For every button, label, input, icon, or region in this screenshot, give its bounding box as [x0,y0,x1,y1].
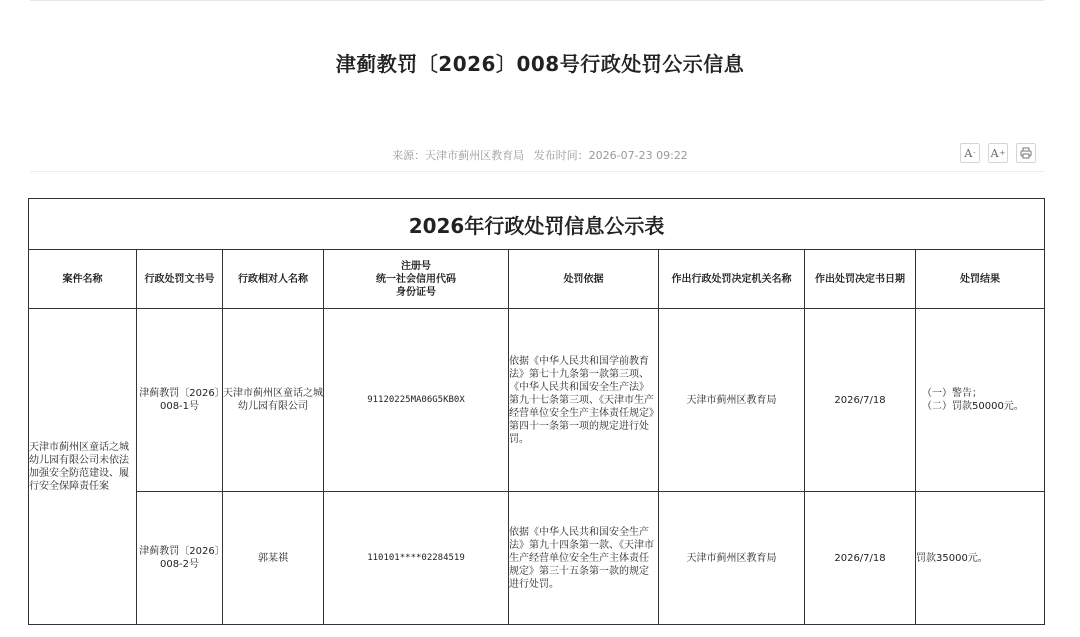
result-line: （一）警告； [922,388,982,399]
source-text: 来源：天津市蓟州区教育局 [392,149,525,162]
print-icon [1020,147,1032,159]
result-line: （二）罚款50000元。 [922,401,1024,412]
penalty-table [28,198,1045,625]
top-divider [30,0,1044,1]
plus-sign: + [999,149,1006,157]
header-basis: 处罚依据 [509,250,659,309]
basis-cell: 依据《中华人民共和国安全生产法》第九十四条第一款、《天津市生产经营单位安全生产主体责任规定》第三十五条第一款的规定进行处罚。 [509,492,659,625]
meta-divider [30,171,1044,172]
minus-sign: - [973,149,976,157]
reg-no-cell: 110101****02284519 [324,492,509,625]
font-decrease-button[interactable] [960,143,980,163]
font-increase-label: A [990,146,999,160]
font-decrease-label: A [964,146,973,160]
article-meta [0,147,1080,163]
authority-cell: 天津市蓟州区教育局 [659,309,805,492]
article-tools [960,143,1036,163]
header-date: 作出处罚决定书日期 [805,250,916,309]
table-row [29,492,1045,625]
header-case-name: 案件名称 [29,250,137,309]
page-title: 津蓟教罚〔2026〕008号行政处罚公示信息 [335,52,745,76]
header-reg-line2: 统一社会信用代码 [376,273,456,285]
table-header-row [29,250,1045,309]
font-increase-button[interactable] [988,143,1008,163]
reg-no-cell: 91120225MA06G5KB0X [324,309,509,492]
party-cell: 天津市蓟州区童话之城幼儿园有限公司 [223,309,324,492]
table-title: 2026年行政处罚信息公示表 [29,199,1045,250]
date-cell: 2026/7/18 [805,309,916,492]
header-party: 行政相对人名称 [223,250,324,309]
header-authority: 作出行政处罚决定机关名称 [659,250,805,309]
case-name-cell: 天津市蓟州区童话之城幼儿园有限公司未依法加强安全防范建设、履行安全保障责任案 [29,309,137,625]
basis-cell: 依据《中华人民共和国学前教育法》第七十九条第一款第三项、《中华人民共和国安全生产法》第九十七条第三项、《天津市生产经营单位安全生产主体责任规定》第四十一条第一项的规定进行处罚。 [509,309,659,492]
result-cell [916,309,1045,492]
header-reg-line1: 注册号 [401,260,431,272]
doc-no-cell: 津蓟教罚〔2026〕008-1号 [137,309,223,492]
header-reg-line3: 身份证号 [396,286,436,298]
publish-time-text: 发布时间：2026-07-23 09:22 [533,149,688,162]
result-cell: 罚款35000元。 [916,492,1045,625]
doc-no-cell: 津蓟教罚〔2026〕008-2号 [137,492,223,625]
authority-cell: 天津市蓟州区教育局 [659,492,805,625]
table-row [29,309,1045,492]
header-registration [324,250,509,309]
date-cell: 2026/7/18 [805,492,916,625]
print-button[interactable] [1016,143,1036,163]
header-result: 处罚结果 [916,250,1045,309]
party-cell: 郭某祺 [223,492,324,625]
header-doc-no: 行政处罚文书号 [137,250,223,309]
